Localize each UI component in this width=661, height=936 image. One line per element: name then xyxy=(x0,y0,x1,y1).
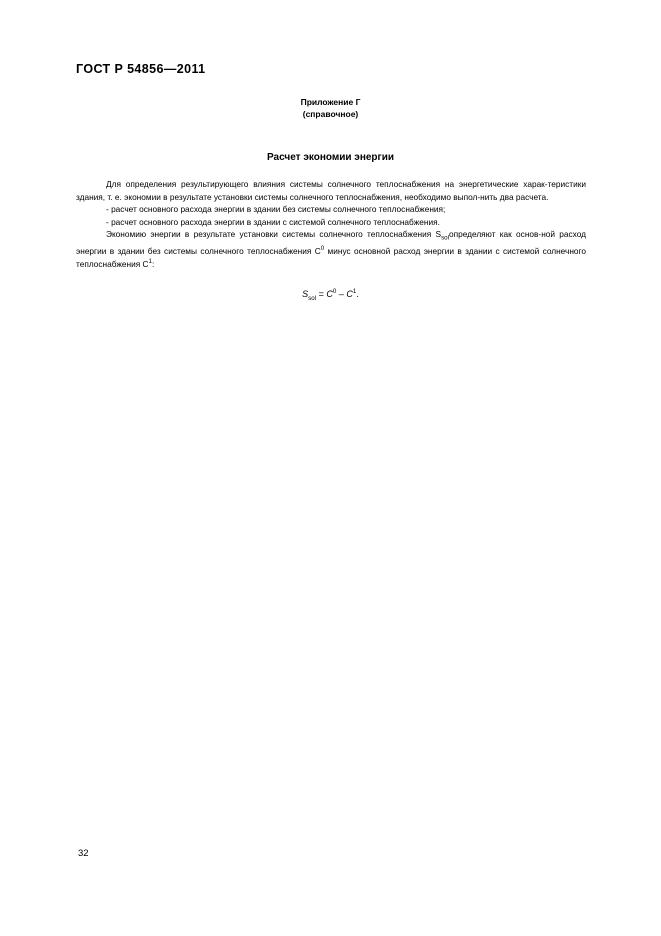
formula-minus: – xyxy=(338,289,344,299)
list-item: - расчет основного расхода энергии в здании с системой солнечного теплоснабжения. xyxy=(106,216,440,227)
standard-header: ГОСТ Р 54856—2011 xyxy=(76,62,206,76)
saving-sub1: sol xyxy=(441,235,449,243)
page-title: Расчет экономии энергии xyxy=(267,152,394,163)
formula-term1-sup: 0 xyxy=(332,288,337,295)
annex-type: (справочное) xyxy=(302,109,359,120)
saving-sup2: 1 xyxy=(148,257,152,265)
formula-term1: C xyxy=(326,289,333,299)
list-item: - расчет основного расхода энергии в здании без системы солнечного теплоснабжения; xyxy=(106,204,446,215)
paragraph-saving xyxy=(76,228,586,270)
saving-part2: определяют как основ-ной расход энергии в здании без системы солнечного теплоснабжения C xyxy=(76,229,586,256)
page-number: 32 xyxy=(78,848,89,859)
saving-part3: минус основной расход энергии в здании с системой солнечного теплоснабжения C xyxy=(76,245,586,269)
saving-part1: Экономию энергии в результате установки системы солнечного теплоснабжения S xyxy=(106,229,442,240)
formula-equals: = xyxy=(318,289,324,299)
saving-part4: : xyxy=(152,258,155,269)
formula-lhs-sub: sol xyxy=(308,294,317,302)
saving-sup1: 0 xyxy=(320,244,325,252)
formula-period: . xyxy=(356,289,359,299)
formula xyxy=(0,288,661,302)
formula-term2-sup: 1 xyxy=(352,288,357,295)
paragraph-intro: Для определения результирующего влияния системы солнечного теплоснабжения на энергетические харак-теристики здания, т. е. экономии в результате установки системы солнечного теплоснабжения, необходимо выпол-нить два расчета. xyxy=(76,179,586,202)
formula-term2: C xyxy=(346,289,353,299)
annex-label: Приложение Г xyxy=(300,97,361,107)
formula-lhs: S xyxy=(302,289,309,299)
body-text xyxy=(76,178,586,270)
annex-block xyxy=(0,96,661,121)
